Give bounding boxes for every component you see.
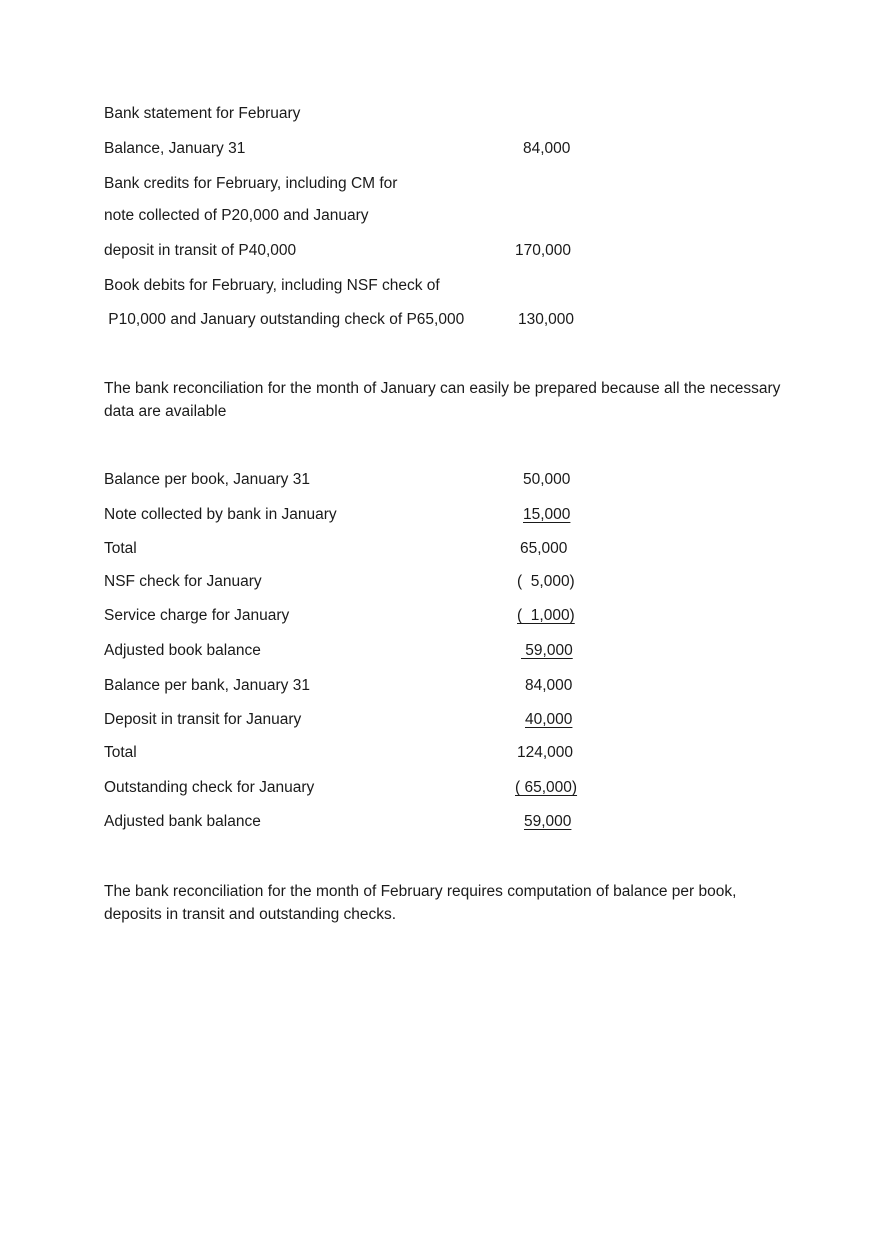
statement-row-amount: 130,000 (518, 311, 575, 328)
february-intro-paragraph: The bank reconciliation for the month of February requires computation of balance per book, deposits in transit and outstanding checks. (104, 883, 737, 923)
recon-row-amount: 59,000 (524, 813, 572, 830)
statement-row-label: deposit in transit of P40,000 (104, 242, 297, 259)
recon-row-amount: 84,000 (525, 677, 573, 694)
recon-row-label: Total (104, 540, 137, 557)
recon-row-label: Note collected by bank in January (104, 506, 337, 523)
statement-row-amount: 84,000 (523, 140, 571, 157)
recon-row-label: Adjusted book balance (104, 642, 261, 659)
recon-row-amount: 59,000 (521, 642, 573, 659)
statement-row-label: Book debits for February, including NSF check of (104, 277, 440, 294)
recon-row-amount: ( 1,000) (517, 607, 575, 624)
statement-row-label: Bank credits for February, including CM for (104, 175, 398, 192)
recon-row-amount: 65,000 (520, 540, 568, 557)
recon-row-label: Total (104, 744, 137, 761)
statement-row-amount: 170,000 (515, 242, 572, 259)
recon-row-amount: ( 5,000) (517, 573, 575, 590)
recon-row-label: Deposit in transit for January (104, 711, 302, 728)
recon-row-label: Balance per bank, January 31 (104, 677, 310, 694)
recon-row-amount: 50,000 (523, 471, 571, 488)
recon-row-amount: 124,000 (517, 744, 574, 761)
statement-row-label: P10,000 and January outstanding check of P65,000 (104, 311, 465, 328)
recon-row-label: Adjusted bank balance (104, 813, 261, 830)
statement-row-label: Balance, January 31 (104, 140, 246, 157)
recon-row-label: Balance per book, January 31 (104, 471, 310, 488)
january-intro-paragraph: The bank reconciliation for the month of January can easily be prepared because all the necessary data are available (104, 380, 781, 420)
recon-row-amount: ( 65,000) (515, 779, 578, 796)
statement-row-label: note collected of P20,000 and January (104, 207, 369, 224)
recon-row-amount: 40,000 (525, 711, 573, 728)
recon-row-amount: 15,000 (523, 506, 571, 523)
recon-row-label: Service charge for January (104, 607, 290, 624)
recon-row-label: NSF check for January (104, 573, 262, 590)
recon-row-label: Outstanding check for January (104, 779, 315, 796)
statement-heading: Bank statement for February (104, 105, 301, 122)
